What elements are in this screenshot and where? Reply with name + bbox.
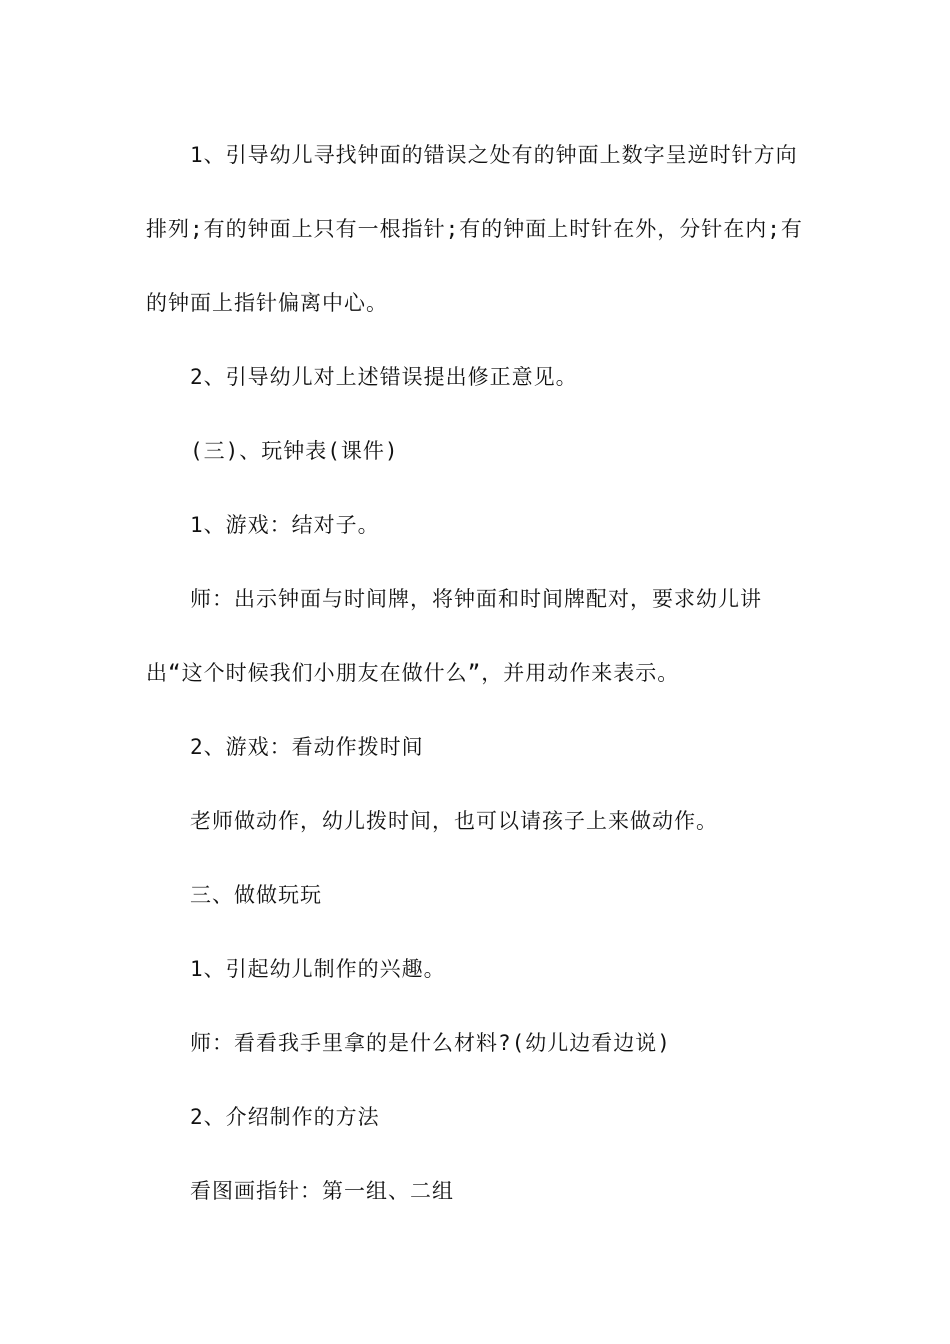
paragraph-2: 2、引导幼儿对上述错误提出修正意见。 bbox=[190, 365, 578, 389]
paragraph-11: 2、介绍制作的方法 bbox=[190, 1105, 380, 1129]
paragraph-7: 老师做动作，幼儿拨时间，也可以请孩子上来做动作。 bbox=[190, 809, 718, 833]
paragraph-9: 1、引起幼儿制作的兴趣。 bbox=[190, 957, 446, 981]
paragraph-1: 1、引导幼儿寻找钟面的错误之处有的钟面上数字呈逆时针方向排列;有的钟面上只有一根指针;有的钟面上时针在外，分针在内;有的钟面上指针偏离中心。 bbox=[146, 143, 803, 315]
paragraph-3: (三)、玩钟表(课件) bbox=[190, 439, 399, 463]
paragraph-12: 看图画指针：第一组、二组 bbox=[190, 1179, 454, 1203]
paragraph-6: 2、游戏：看动作拨时间 bbox=[190, 735, 424, 759]
paragraph-8: 三、做做玩玩 bbox=[190, 883, 322, 907]
paragraph-4: 1、游戏：结对子。 bbox=[190, 513, 380, 537]
paragraph-5: 师：出示钟面与时间牌，将钟面和时间牌配对，要求幼儿讲出“这个时候我们小朋友在做什么”，并用动作来表示。 bbox=[146, 587, 762, 685]
paragraph-10: 师：看看我手里拿的是什么材料?(幼儿边看边说) bbox=[190, 1031, 671, 1055]
